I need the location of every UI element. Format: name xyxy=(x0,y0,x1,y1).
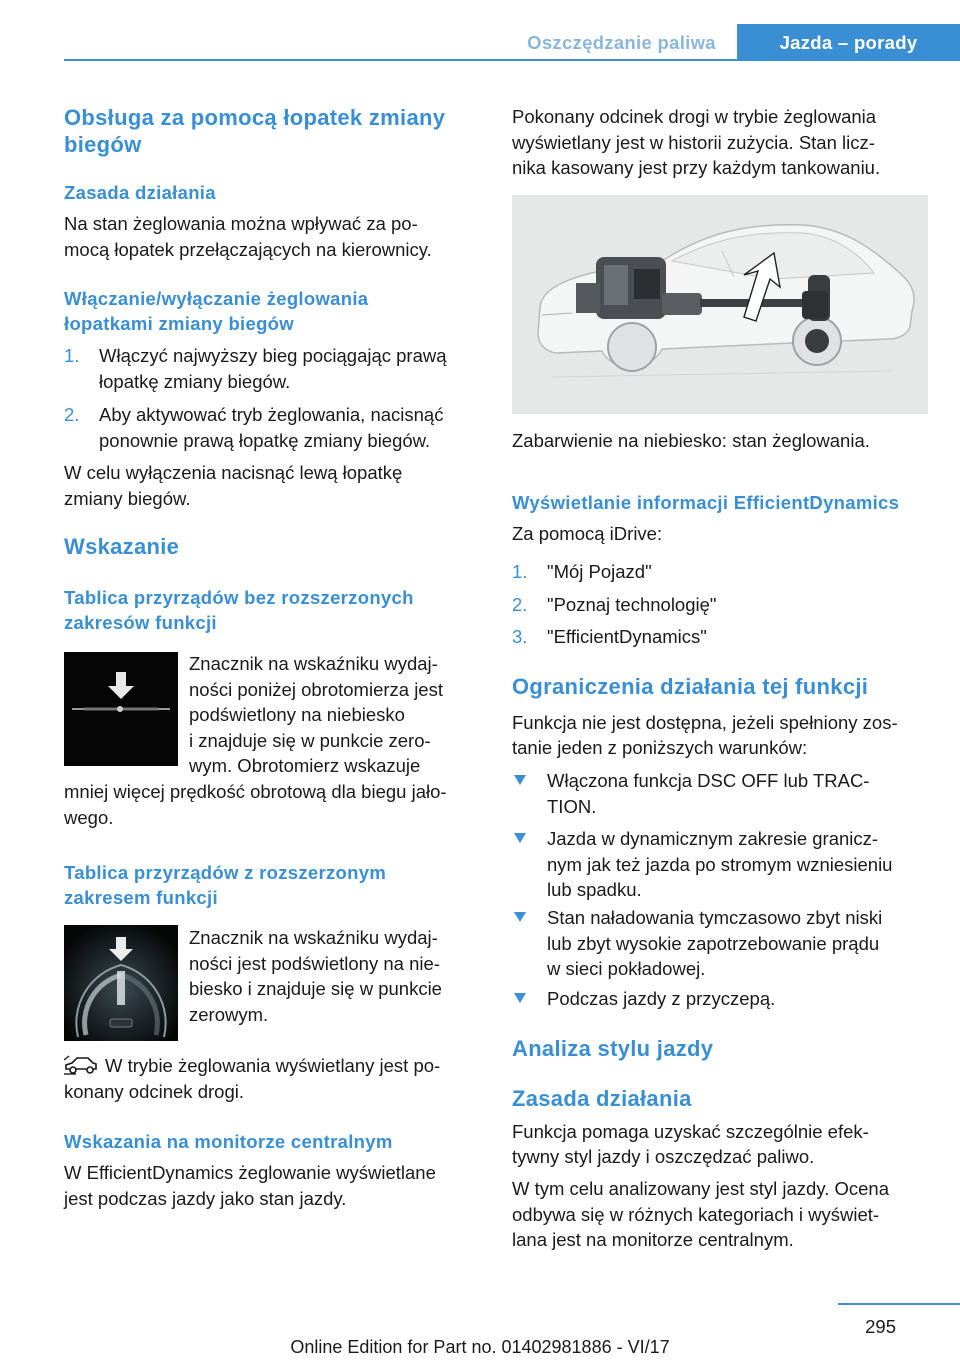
paragraph-line: Znacznik na wskaźniku wydaj‐ xyxy=(189,927,438,948)
subheading-principle-2: Zasada działania xyxy=(512,1086,692,1111)
figure-caption: Zabarwienie na niebiesko: stan żeglowania. xyxy=(512,430,870,451)
paragraph-line: W tym celu analizowany jest styl jazdy. Ocena xyxy=(512,1178,889,1199)
list-item xyxy=(64,402,484,454)
list-number: 2. xyxy=(64,404,80,425)
section-heading-display: Wskazanie xyxy=(64,534,180,559)
paragraph-line: tywny styl jazdy i oszczędzać paliwo. xyxy=(512,1146,815,1167)
menu-path-text: "Mój Pojazd" xyxy=(547,561,652,582)
subheading-cluster-basic: Tablica przyrządów bez rozszerzonych xyxy=(64,587,414,608)
list-number: 2. xyxy=(512,594,528,615)
list-text: Podczas jazdy z przyczepą. xyxy=(547,988,776,1009)
paragraph-line: zerowym. xyxy=(189,1004,269,1025)
list-text: Jazda w dynamicznym zakresie granicz‐ xyxy=(547,828,879,849)
paragraph-line: W EfficientDynamics żeglowanie wyświetlane xyxy=(64,1162,436,1183)
subheading-efficientdynamics-info: Wyświetlanie informacji EfficientDynamics xyxy=(512,492,900,513)
paragraph-line: W celu wyłączenia nacisnąć lewą łopatkę xyxy=(64,462,403,483)
bullet-triangle-icon xyxy=(514,912,526,922)
car-drivetrain-figure xyxy=(512,195,928,414)
subheading-cluster-extended: zakresem funkcji xyxy=(64,887,218,908)
paragraph-line: mniej więcej prędkość obrotową dla biegu jało‐ xyxy=(64,781,447,802)
paragraph-line: ności poniżej obrotomierza jest xyxy=(189,679,443,700)
list-text: łopatkę zmiany biegów. xyxy=(99,370,291,392)
paragraph-line: biesko i znajduje się w punkcie xyxy=(189,978,442,999)
section-heading-driving-style: Analiza stylu jazdy xyxy=(512,1036,714,1061)
paragraph-line: ności jest podświetlony na nie‐ xyxy=(189,953,440,974)
list-item xyxy=(512,624,932,650)
paragraph-line: Znacznik na wskaźniku wydaj‐ xyxy=(189,653,438,674)
coasting-car-icon xyxy=(64,1054,98,1076)
list-number: 1. xyxy=(512,561,528,582)
list-text: ponownie prawą łopatkę zmiany biegów. xyxy=(99,429,431,451)
list-number: 1. xyxy=(64,345,80,366)
paragraph-line: mocą łopatek przełączających na kierownicy. xyxy=(64,239,432,260)
paragraph-line: wyświetlany jest w historii zużycia. Stan licz‐ xyxy=(512,132,875,153)
bullet-triangle-icon xyxy=(514,833,526,843)
subheading-principle: Zasada działania xyxy=(64,182,216,203)
list-text: nym jak też jazda po stromym wzniesieniu xyxy=(547,853,893,875)
paragraph-line: lana jest na monitorze centralnym. xyxy=(512,1229,794,1250)
list-text: Aby aktywować tryb żeglowania, nacisnąć xyxy=(99,404,444,425)
paragraph-line: i znajduje się w punkcie zero‐ xyxy=(189,730,431,751)
header-rule xyxy=(64,59,960,61)
paragraph-line: tanie jeden z poniższych warunków: xyxy=(512,737,808,758)
list-text: Włączyć najwyższy bieg pociągając prawą xyxy=(99,345,447,366)
list-text: Włączona funkcja DSC OFF lub TRAC‐ xyxy=(547,770,870,791)
list-item xyxy=(512,559,932,585)
menu-path-text: "Poznaj technologię" xyxy=(547,594,717,615)
paragraph-line: Na stan żeglowania można wpływać za po‐ xyxy=(64,213,418,234)
list-text: Stan naładowania tymczasowo zbyt niski xyxy=(547,907,883,928)
paragraph-line: konany odcinek drogi. xyxy=(64,1081,244,1102)
footer-rule xyxy=(838,1303,960,1305)
list-item xyxy=(512,592,932,618)
list-text: TION. xyxy=(547,795,597,817)
list-text: lub zbyt wysokie zapotrzebowanie prądu xyxy=(547,932,880,954)
paragraph-line: wym. Obrotomierz wskazuje xyxy=(189,755,421,776)
list-number: 3. xyxy=(512,626,528,647)
list-item xyxy=(512,986,932,1012)
header-tab-fuel-saving[interactable]: Oszczędzanie paliwa xyxy=(527,32,716,53)
page-number: 295 xyxy=(865,1316,896,1337)
subheading-enable-disable: łopatkami zmiany biegów xyxy=(64,313,294,334)
menu-path-text: "EfficientDynamics" xyxy=(547,626,707,647)
list-text: w sieci pokładowej. xyxy=(547,958,706,979)
bullet-triangle-icon xyxy=(514,775,526,785)
paragraph-line: Za pomocą iDrive: xyxy=(512,523,663,544)
paragraph-line: wego. xyxy=(64,807,114,828)
paragraph-line: odbywa się w różnych kategoriach i wyświet‐ xyxy=(512,1204,880,1225)
paragraph-line: podświetlony na niebiesko xyxy=(189,704,405,725)
list-item xyxy=(512,768,932,820)
paragraph-line: Funkcja nie jest dostępna, jeżeli spełniony zos‐ xyxy=(512,712,898,733)
cluster-extended-image xyxy=(64,925,178,1041)
paragraph-line: zmiany biegów. xyxy=(64,488,191,509)
paragraph-line: Funkcja pomaga uzyskać szczególnie efek‐ xyxy=(512,1121,869,1142)
list-item xyxy=(512,826,932,904)
subheading-central-monitor: Wskazania na monitorze centralnym xyxy=(64,1131,393,1152)
subheading-cluster-basic: zakresów funkcji xyxy=(64,612,217,633)
paragraph-line: W trybie żeglowania wyświetlany jest po‐ xyxy=(105,1055,441,1076)
subheading-cluster-extended: Tablica przyrządów z rozszerzonym xyxy=(64,862,387,883)
cluster-basic-image xyxy=(64,652,178,766)
header-tab-driving-tips[interactable]: Jazda – porady xyxy=(737,24,960,61)
list-text: lub spadku. xyxy=(547,879,642,900)
footer-edition: Online Edition for Part no. 01402981886 - VI/17 xyxy=(290,1337,670,1357)
list-item xyxy=(64,343,484,395)
subheading-enable-disable: Włączanie/wyłączanie żeglowania xyxy=(64,288,369,309)
paragraph-line: jest podczas jazdy jako stan jazdy. xyxy=(64,1188,347,1209)
bullet-triangle-icon xyxy=(514,993,526,1003)
paragraph-line: Pokonany odcinek drogi w trybie żeglowania xyxy=(512,106,877,127)
section-heading-paddles: Obsługa za pomocą łopatek zmiany biegów xyxy=(64,105,446,157)
list-item xyxy=(512,905,932,983)
section-heading-limitations: Ograniczenia działania tej funkcji xyxy=(512,674,869,699)
paragraph-line: nika kasowany jest przy każdym tankowaniu. xyxy=(512,157,881,178)
